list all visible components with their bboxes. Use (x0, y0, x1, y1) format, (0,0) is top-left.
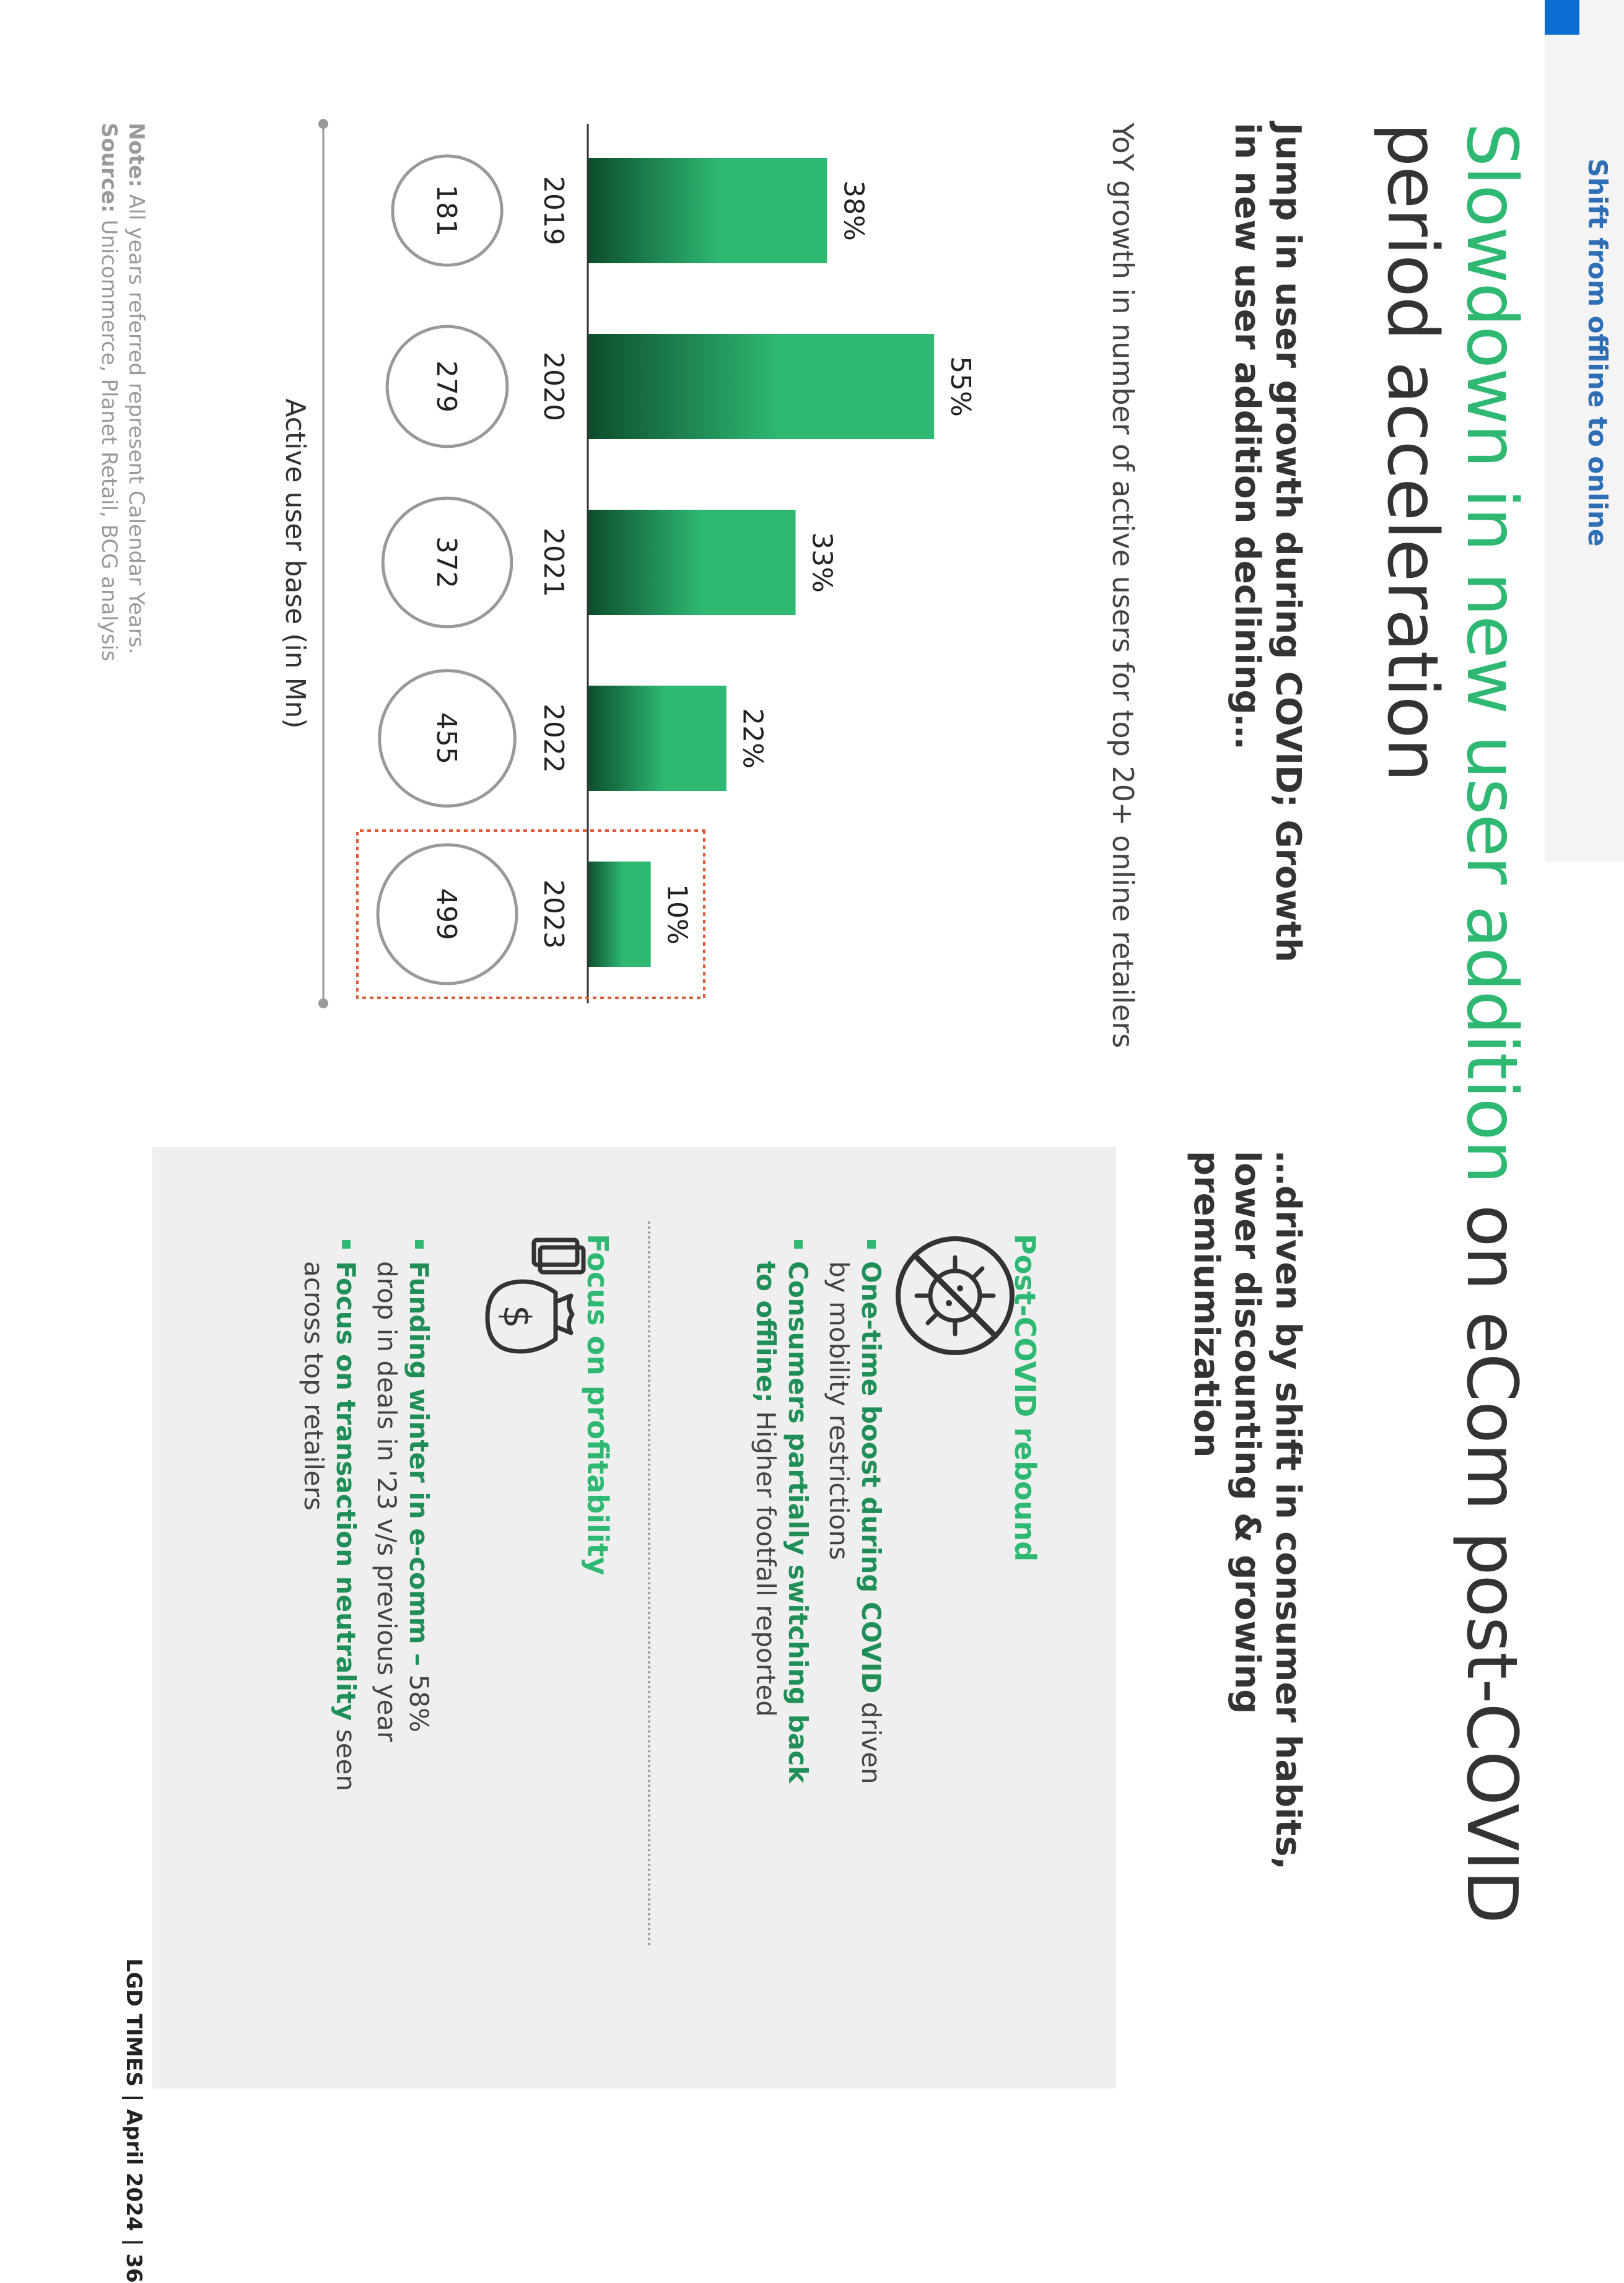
profitability-bullets (289, 1240, 435, 1797)
profitability-heading: Focus on profitability (581, 1234, 614, 1576)
value-label-2023: 10% (661, 884, 693, 945)
no-virus-icon (893, 1234, 1017, 1358)
list-item (370, 1240, 435, 1797)
list-item (297, 1240, 362, 1797)
section-label: Shift from offline to online (1583, 159, 1613, 547)
bar-2019 (588, 158, 827, 263)
bullet-bold: One-time boost during COVID (856, 1261, 886, 1694)
value-label-2022: 22% (736, 708, 769, 769)
note-text: All years referred represent Calendar Years. (124, 187, 149, 655)
list-item (823, 1240, 887, 1797)
users-axis-end-dot (318, 998, 328, 1008)
note-label: Note: (124, 123, 149, 188)
subhead-left: Jump in user growth during COVID; Growth in new user addition declining… (1227, 123, 1308, 963)
bar-2022 (588, 686, 727, 791)
value-label-2020: 55% (945, 356, 977, 417)
subhead-right: …driven by shift in consumer habits, lower discounting & growing premiumization (1186, 1151, 1308, 1870)
category-label-2020: 2020 (538, 352, 569, 421)
bar-2020 (588, 334, 934, 439)
panel-divider (648, 1221, 650, 1946)
user-value-2019: 181 (430, 185, 462, 237)
category-label-2022: 2022 (538, 704, 569, 773)
bullet-text: 58% drop in deals in '23 v/s previous year (372, 1261, 434, 1742)
source-line (95, 123, 123, 1052)
users-axis-start-dot (318, 119, 328, 129)
notes (95, 123, 150, 1052)
active-user-axis-label: Active user base (in Mn) (279, 398, 311, 729)
category-label-2021: 2021 (538, 528, 569, 597)
drivers-panel (152, 1147, 1116, 2089)
value-label-2021: 33% (806, 532, 838, 593)
category-label-2019: 2019 (538, 176, 569, 245)
money-bag-icon (478, 1234, 590, 1358)
user-value-2021: 372 (430, 536, 462, 588)
user-value-2022: 455 (430, 712, 462, 764)
note-line (123, 123, 150, 1052)
list-item (749, 1240, 814, 1797)
user-value-2023: 499 (430, 888, 462, 940)
bar-2023 (588, 862, 651, 967)
chart-caption: YoY growth in number of active users for top 20+ online retailers (1106, 123, 1140, 1049)
bullet-text: seen across top retailers (299, 1261, 361, 1791)
bullet-bold: Focus on transaction neutrality (331, 1261, 361, 1721)
category-label-2023: 2023 (538, 880, 569, 949)
svg-text:$: $ (495, 1304, 538, 1329)
bar-2021 (588, 510, 796, 615)
post-covid-heading: Post-COVID rebound (1008, 1234, 1042, 1562)
bullet-bold: Consumers partially switching back to offline; (751, 1261, 813, 1784)
user-value-2020: 279 (430, 360, 462, 413)
bullet-text: Higher footfall reported (751, 1402, 781, 1717)
title-rest: on eCom post-COVID period acceleration (1372, 123, 1532, 1923)
source-label: Source: (97, 123, 121, 213)
value-label-2019: 38% (837, 180, 870, 241)
source-text: Unicommerce, Planet Retail, BCG analysis (97, 212, 121, 661)
bullet-text: driven by mobility restrictions (824, 1261, 886, 1784)
page-footer: LGD TIMES | April 2024 | 36 (121, 1958, 146, 2283)
title-highlight: Slowdown in new user addition (1451, 123, 1532, 1184)
bullet-bold: Funding winter in e-comm – (404, 1261, 434, 1667)
post-covid-bullets (741, 1240, 887, 1797)
